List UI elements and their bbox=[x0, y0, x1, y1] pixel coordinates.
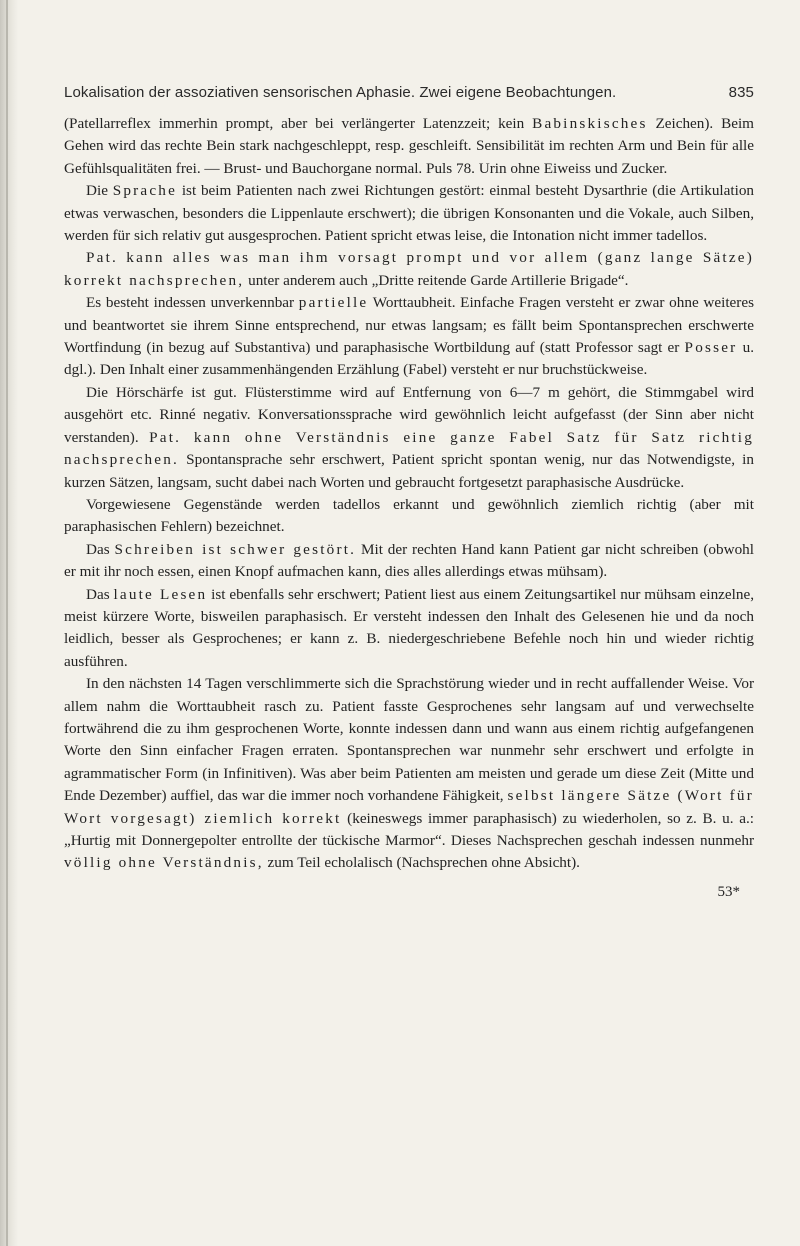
text-run: (Patellarreflex immerhin prompt, aber bei verlängerter Latenzzeit; kein bbox=[64, 115, 533, 132]
emphasized-text: selbst längere Sätze (Wort für Wort vorgesagt) ziemlich korrekt bbox=[64, 787, 754, 827]
running-header-title: Lokalisation der assoziativen sensorischen Aphasie. Zwei eigene Beobachtungen. bbox=[64, 84, 617, 101]
text-run: ist ebenfalls sehr erschwert; Patient liest aus einem Zeitungsartikel nur mühsam einzelne, meist kürzere Worte, bisweilen paraphasisch. Er versteht indessen den Inhalt des Gelesenen hie und da noch leidlich, besser als Gesprochenes; er kann z. B. niedergeschriebene Befehle noch hin und wieder richtig ausführen. bbox=[64, 585, 754, 670]
body-text bbox=[64, 113, 754, 875]
paragraph bbox=[64, 247, 754, 292]
paragraph bbox=[64, 584, 754, 674]
text-run: zum Teil echolalisch (Nachsprechen ohne Absicht). bbox=[263, 854, 580, 872]
emphasized-text: partielle bbox=[298, 294, 369, 312]
text-run: unter anderem auch „Dritte reitende Garde Artillerie Brigade“. bbox=[244, 271, 629, 289]
page-binding-edge bbox=[6, 0, 8, 1246]
text-run: Worttaubheit. Einfache Fragen versteht er zwar ohne weiteres und beantwortet sie ihrem Sinne entsprechend, nur etwas langsam; es fällt beim Spontansprechen erschwerte Wortfindung (in bezug auf Substantiva) und paraphasische Wortbildung auf (statt Professor sagt er bbox=[64, 294, 754, 357]
emphasized-text: Pat. kann ohne Verständnis eine ganze Fabel Satz für Satz richtig nachsprechen. bbox=[64, 428, 755, 469]
paragraph bbox=[64, 382, 754, 494]
running-header bbox=[64, 84, 754, 101]
signature-mark: 53* bbox=[717, 883, 740, 900]
emphasized-text: Pat. kann alles was man ihm vorsagt prompt und vor allem (ganz lange Sätze) korrekt nachsprechen, bbox=[64, 249, 754, 289]
emphasized-text: Babinskisches bbox=[532, 115, 648, 132]
text-run: Die Hörschärfe ist gut. Flüsterstimme wird auf Entfernung von 6—7 m gehört, die Stimmgabel wird ausgehört etc. Rinné negativ. Konversationssprache wird gewöhnlich leicht aufgefasst (der Sinn aber nicht verstanden). bbox=[64, 383, 754, 446]
text-run: In den nächsten 14 Tagen verschlimmerte sich die Sprachstörung wieder und in recht auffallender Weise. Vor allem nahm die Worttaubheit rasch zu. Patient fasste Gesprochenes sehr langsam auf und verwechselte fortwährend die zu ihm gesprochenen Worte, konnte indessen dann und wann aus einem richtig aufgefangenen Worte den Sinn einfacher Fragen erraten. Spontansprechen war nunmehr sehr erschwert und erfolgte in agrammatischer Form (in Infinitiven). Was aber beim Patienten am meisten und gerade um diese Zeit (Mitte und Ende Dezember) auffiel, das war die immer noch vorhandene Fähigkeit, bbox=[64, 675, 754, 805]
text-run: Spontansprache sehr erschwert, Patient spricht spontan wenig, nur das Notwendigste, in kurzen Sätzen, langsam, sucht dabei nach Worten und gebraucht fortgesetzt paraphasische Ausdrücke. bbox=[64, 451, 754, 491]
page-binding-shadow bbox=[0, 0, 18, 1246]
paragraph bbox=[64, 180, 754, 247]
paragraph bbox=[64, 673, 754, 875]
text-run: ist beim Patienten nach zwei Richtungen gestört: einmal besteht Dysarthrie (die Artikulation etwas verwaschen, besonders die Lippenlaute erschwert); die übrigen Konsonanten und die Vokale, auch Silben, werden für sich relativ gut ausgesprochen. Patient spricht etwas leise, die Intonation nicht immer tadellos. bbox=[64, 182, 755, 245]
emphasized-text: völlig ohne Verständnis, bbox=[64, 854, 264, 872]
text-run: Das bbox=[86, 585, 114, 603]
text-run: Es besteht indessen unverkennbar bbox=[86, 294, 299, 312]
paragraph bbox=[64, 292, 754, 382]
text-run: u. dgl.). Den Inhalt einer zusammenhängenden Erzählung (Fabel) versteht er nur bruchstückweise. bbox=[64, 339, 754, 379]
paragraph bbox=[64, 494, 754, 539]
emphasized-text: Sprache bbox=[112, 182, 178, 200]
book-page bbox=[64, 84, 754, 903]
emphasized-text: Posser bbox=[684, 339, 738, 357]
text-run: Vorgewiesene Gegenstände werden tadellos erkannt und gewöhnlich ziemlich richtig (aber mit paraphasischen Fehlern) bezeichnet. bbox=[64, 495, 754, 536]
paragraph bbox=[64, 539, 754, 584]
text-run: Zeichen). Beim Gehen wird das rechte Bein stark nachgeschleppt, resp. geschleift. Sensibilität im rechten Arm und Bein für alle Gefühlsqualitäten frei. — Brust- und Bauchorgane normal. Puls 78. Urin ohne Eiweiss und Zucker. bbox=[64, 115, 754, 177]
text-run: Das bbox=[86, 540, 115, 558]
text-run: (keineswegs immer paraphasisch) zu wiederholen, so z. B. u. a.: „Hurtig mit Donnergepolter entrollte der tückische Marmor“. Dieses Nachsprechen geschah indessen nunmehr bbox=[64, 809, 754, 849]
page-number: 835 bbox=[728, 84, 754, 101]
paragraph bbox=[64, 113, 754, 180]
text-run: Mit der rechten Hand kann Patient gar nicht schreiben (obwohl er mit ihr noch essen, einen Knopf aufmachen kann, dies alles allerdings etwas mühsam). bbox=[64, 540, 754, 581]
emphasized-text: laute Lesen bbox=[113, 585, 208, 603]
emphasized-text: Schreiben ist schwer gestört. bbox=[114, 540, 357, 558]
text-run: Die bbox=[86, 182, 113, 200]
